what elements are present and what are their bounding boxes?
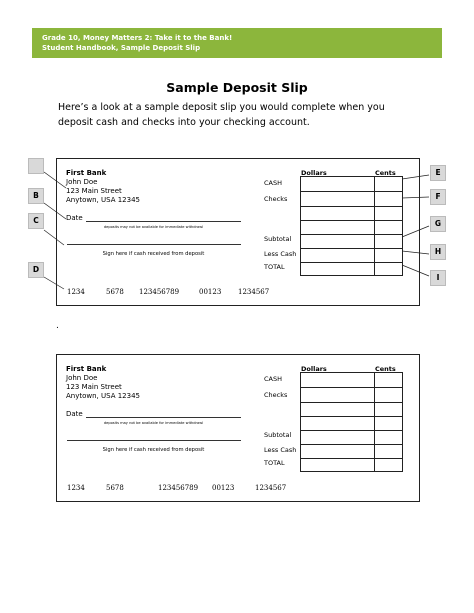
header-line-2: Student Handbook, Sample Deposit Slip — [42, 44, 201, 52]
total-label: TOTAL — [264, 263, 285, 271]
signature-line — [67, 440, 241, 441]
total-label: TOTAL — [264, 459, 285, 467]
date-line — [86, 417, 241, 418]
date-label: Date — [66, 214, 83, 222]
street-address: 123 Main Street — [66, 187, 122, 195]
marker-e: E — [430, 165, 446, 181]
availability-note: deposits may not be available for immediate withdrawl — [103, 421, 204, 425]
micr-5: 1234567 — [238, 288, 270, 296]
cents-header: Cents — [375, 169, 396, 177]
micr-3: 123456789 — [158, 484, 199, 492]
micr-1: 1234 — [67, 288, 85, 296]
checks-label: Checks — [264, 391, 288, 399]
dollars-header: Dollars — [301, 169, 327, 177]
cash-label: CASH — [264, 179, 282, 187]
bank-name: First Bank — [66, 365, 107, 373]
stray-period: . — [56, 321, 59, 331]
marker-b: B — [28, 188, 44, 204]
amount-grid — [300, 372, 403, 472]
bank-name: First Bank — [66, 169, 107, 177]
signature-label: Sign here if cash received from deposit — [102, 447, 205, 453]
signature-label: Sign here if cash received from deposit — [102, 251, 205, 257]
subtotal-label: Subtotal — [264, 431, 292, 439]
date-label: Date — [66, 410, 83, 418]
cents-header: Cents — [375, 365, 396, 373]
header-line-1: Grade 10, Money Matters 2: Take it to the Bank! — [42, 34, 233, 42]
availability-note: deposits may not be available for immediate withdrawl — [103, 225, 204, 229]
marker-d: D — [28, 262, 44, 278]
less-cash-label: Less Cash — [264, 446, 297, 454]
deposit-slip-blank — [56, 354, 420, 502]
micr-4: 00123 — [199, 288, 222, 296]
account-holder: John Doe — [66, 374, 98, 382]
marker-c: C — [28, 213, 44, 229]
cash-label: CASH — [264, 375, 282, 383]
micr-5: 1234567 — [255, 484, 287, 492]
marker-g: G — [430, 216, 446, 232]
marker-f: F — [430, 189, 446, 205]
micr-3: 123456789 — [139, 288, 180, 296]
city-line: Anytown, USA 12345 — [66, 196, 140, 204]
checks-label: Checks — [264, 195, 288, 203]
account-holder: John Doe — [66, 178, 98, 186]
intro-paragraph: Here’s a look at a sample deposit slip you would complete when you deposit cash and checks into your checking account. — [58, 102, 385, 128]
dollars-header: Dollars — [301, 365, 327, 373]
micr-2: 5678 — [106, 288, 124, 296]
less-cash-label: Less Cash — [264, 250, 297, 258]
street-address: 123 Main Street — [66, 383, 122, 391]
marker-a — [28, 158, 44, 174]
micr-1: 1234 — [67, 484, 85, 492]
micr-2: 5678 — [106, 484, 124, 492]
marker-i: I — [430, 270, 446, 286]
subtotal-label: Subtotal — [264, 235, 292, 243]
city-line: Anytown, USA 12345 — [66, 392, 140, 400]
marker-h: H — [430, 244, 446, 260]
micr-4: 00123 — [212, 484, 235, 492]
page-title: Sample Deposit Slip — [166, 80, 308, 95]
